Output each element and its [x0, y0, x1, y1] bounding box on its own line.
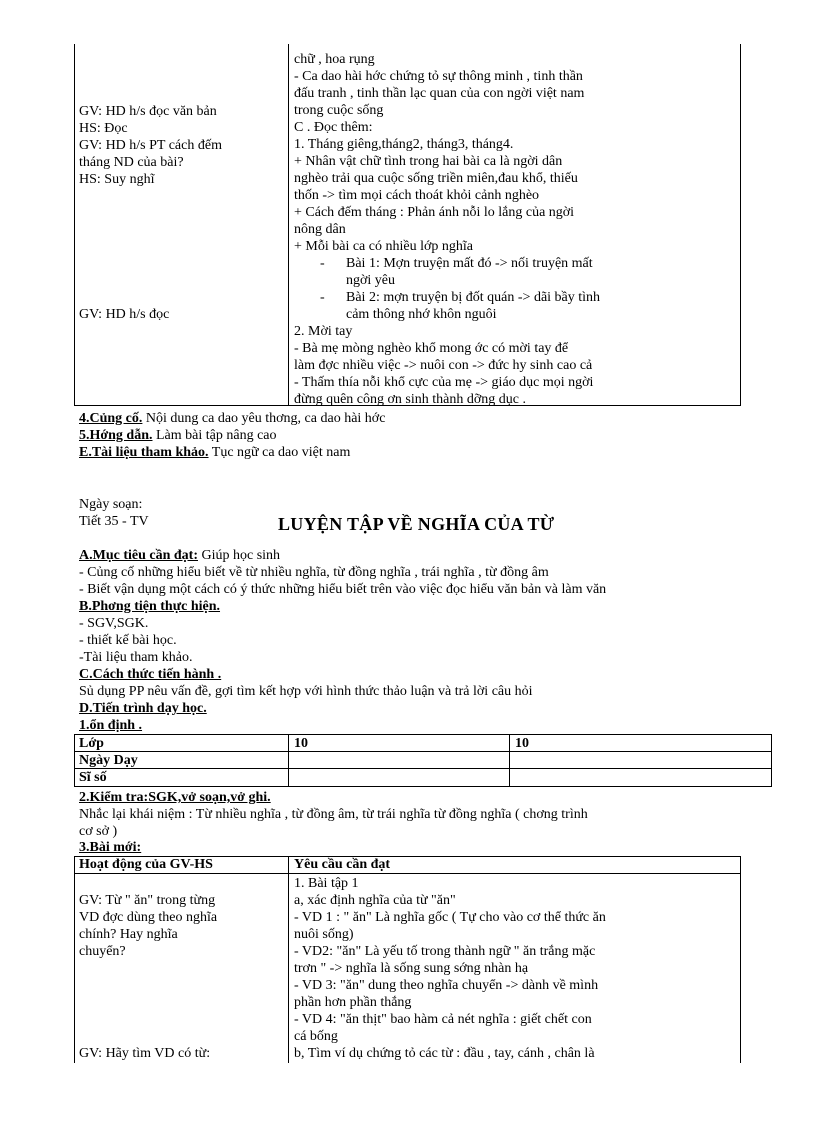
- table-header: Lớp: [79, 736, 104, 751]
- bullet-dash: -: [320, 256, 325, 271]
- consolidation-line: [79, 411, 385, 426]
- table-cell: 1. Tháng giêng,tháng2, tháng3, tháng4.: [294, 137, 514, 152]
- table-cell: GV: Từ " ăn" trong từng: [79, 893, 216, 908]
- table-cell: 1. Bài tập 1: [294, 876, 359, 891]
- paragraph: Nhắc lại khái niệm : Từ nhiều nghĩa , từ đồng âm, từ trái nghĩa từ đồng nghĩa ( chơng trình: [79, 807, 588, 822]
- table-cell: - VD 1 : " ăn" Là nghĩa gốc ( Tự cho vào cơ thể thức ăn: [294, 910, 606, 925]
- col-divider: [509, 734, 510, 787]
- section-text: Làm bài tập nâng cao: [152, 428, 277, 443]
- page-title: LUYỆN TẬP VỀ NGHĨA CỦA TỪ: [278, 514, 555, 534]
- table-cell: + Nhân vật chữ tình trong hai bài ca là ngời dân: [294, 154, 563, 169]
- table-cell: GV: HD h/s đọc: [79, 307, 170, 322]
- row-divider: [74, 768, 772, 769]
- table-cell: đừng quên công ơn sinh thành dỡng dục .: [294, 392, 526, 405]
- table-cell: VD đợc dùng theo nghĩa: [79, 910, 218, 925]
- table-cell: trơn " -> nghĩa là sống sung sớng nhàn hạ: [294, 961, 529, 976]
- section-heading: D.Tiến trình dạy học.: [79, 701, 207, 716]
- list-item: - thiết kế bài học.: [79, 633, 177, 648]
- section-heading: 2.Kiểm tra:SGK,vở soạn,vở ghi.: [79, 790, 271, 805]
- table-cell: HS: Đọc: [79, 121, 128, 136]
- table-cell: Bài 2: mợn truyện bị đốt quán -> dãi bầy tình: [346, 290, 601, 305]
- table-cell: chính? Hay nghĩa: [79, 927, 178, 942]
- col-divider: [288, 856, 289, 1063]
- list-item: - Củng cố những hiểu biết về từ nhiều nghĩa, từ đồng nghĩa , trái nghĩa , từ đồng âm: [79, 565, 549, 580]
- bullet-dash: -: [320, 290, 325, 305]
- table-cell: làm đợc nhiều việc -> nuôi con -> đức hy sinh cao cả: [294, 358, 593, 373]
- activity-table: [74, 856, 741, 1063]
- objectives-line: [79, 548, 280, 563]
- row-divider: [74, 873, 741, 874]
- section-label: E.Tài liệu tham khảo.: [79, 445, 209, 460]
- table-cell: cá bống: [294, 1029, 338, 1044]
- section-heading: B.Phơng tiện thực hiện.: [79, 599, 221, 614]
- table-cell: 2. Mời tay: [294, 324, 353, 339]
- table-cell: cảm thông nhớ khôn nguôi: [346, 307, 497, 322]
- table-cell: b, Tìm ví dụ chứng tỏ các từ : đầu , tay, cánh , chân là: [294, 1046, 595, 1061]
- col-divider: [288, 734, 289, 787]
- table-divider: [288, 44, 289, 406]
- paragraph: Sủ dụng PP nêu vấn đề, gợi tìm kết hợp với hình thức thảo luận và trả lời câu hỏi: [79, 684, 533, 699]
- table-cell: GV: HD h/s PT cách đếm: [79, 138, 222, 153]
- list-item: - Biết vận dụng một cách có ý thức những hiểu biết trên vào việc đọc hiểu văn bản và làm văn: [79, 582, 607, 597]
- table-cell: Bài 1: Mợn truyện mất đó -> nối truyện mất: [346, 256, 593, 271]
- table-cell: nông dân: [294, 222, 346, 237]
- table-cell: nghèo trải qua cuộc sống triền miên,đau khổ, thiếu: [294, 171, 578, 186]
- table-cell: GV: HD h/s đọc văn bản: [79, 104, 217, 119]
- table-row-label: Sĩ số: [79, 770, 107, 785]
- table-cell: thốn -> tìm mọi cách thoát khỏi cảnh nghèo: [294, 188, 540, 203]
- table-cell: - VD 3: "ăn" dung theo nghĩa chuyển -> dành về mình: [294, 978, 599, 993]
- list-item: -Tài liệu tham khảo.: [79, 650, 193, 665]
- table-cell: chữ , hoa rụng: [294, 52, 375, 67]
- table-row-label: Ngày Dạy: [79, 753, 138, 768]
- table-header: 10: [294, 736, 308, 751]
- list-item: - SGV,SGK.: [79, 616, 149, 631]
- references-line: [79, 445, 350, 460]
- section-heading: 3.Bài mới:: [79, 840, 142, 855]
- table-cell: ngời yêu: [346, 273, 396, 288]
- table-cell: - VD 4: "ăn thịt" bao hàm cả nét nghĩa : giết chết con: [294, 1012, 592, 1027]
- table-cell: - Thấm thía nỗi khổ cực của mẹ -> giáo dục mọi ngời: [294, 375, 594, 390]
- table-header: Hoạt động của GV-HS: [79, 857, 213, 872]
- table-cell: HS: Suy nghĩ: [79, 172, 155, 187]
- table-cell: + Cách đếm tháng : Phản ánh nỗi lo lắng của ngời: [294, 205, 575, 220]
- section-label: A.Mục tiêu cần đạt:: [79, 548, 198, 563]
- section-text: Nội dung ca dao yêu thơng, ca dao hài hớc: [142, 411, 386, 426]
- section-heading: 1.ổn định .: [79, 718, 143, 733]
- table-cell: - Ca dao hài hớc chứng tỏ sự thông minh , tinh thần: [294, 69, 583, 84]
- row-divider: [74, 751, 772, 752]
- table-cell: trong cuộc sống: [294, 103, 384, 118]
- section-heading: C.Cách thức tiến hành .: [79, 667, 222, 682]
- class-table: [74, 734, 772, 787]
- homework-line: [79, 428, 277, 443]
- table-cell: chuyển?: [79, 944, 126, 959]
- section-label: 4.Củng cố.: [79, 411, 143, 426]
- table-cell: phần hơn phần thắng: [294, 995, 412, 1010]
- section-label: 5.Hớng dẫn.: [79, 428, 153, 443]
- table-cell: - VD2: "ăn" Là yếu tố trong thành ngữ " ăn trắng mặc: [294, 944, 596, 959]
- period-number: Tiết 35 - TV: [79, 514, 149, 529]
- table-cell: C . Đọc thêm:: [294, 120, 373, 135]
- table-header: 10: [515, 736, 529, 751]
- table-cell: tháng ND của bài?: [79, 155, 184, 170]
- table-cell: + Mỗi bài ca có nhiều lớp nghĩa: [294, 239, 473, 254]
- table-cell: nuôi sống): [294, 927, 354, 942]
- paragraph: cơ sở ): [79, 824, 118, 839]
- section-text: Tục ngữ ca dao việt nam: [208, 445, 351, 460]
- prep-date: Ngày soạn:: [79, 497, 143, 512]
- table-header: Yêu cầu cần đạt: [294, 857, 391, 872]
- table-cell: - Bà mẹ mòng nghèo khổ mong ớc có mời tay để: [294, 341, 569, 356]
- table-cell: GV: Hãy tìm VD có từ:: [79, 1046, 211, 1061]
- table-cell: a, xác định nghĩa của từ "ăn": [294, 893, 456, 908]
- table-cell: đấu tranh , tinh thần lạc quan của con ngời việt nam: [294, 86, 585, 101]
- section-text: Giúp học sinh: [198, 548, 281, 563]
